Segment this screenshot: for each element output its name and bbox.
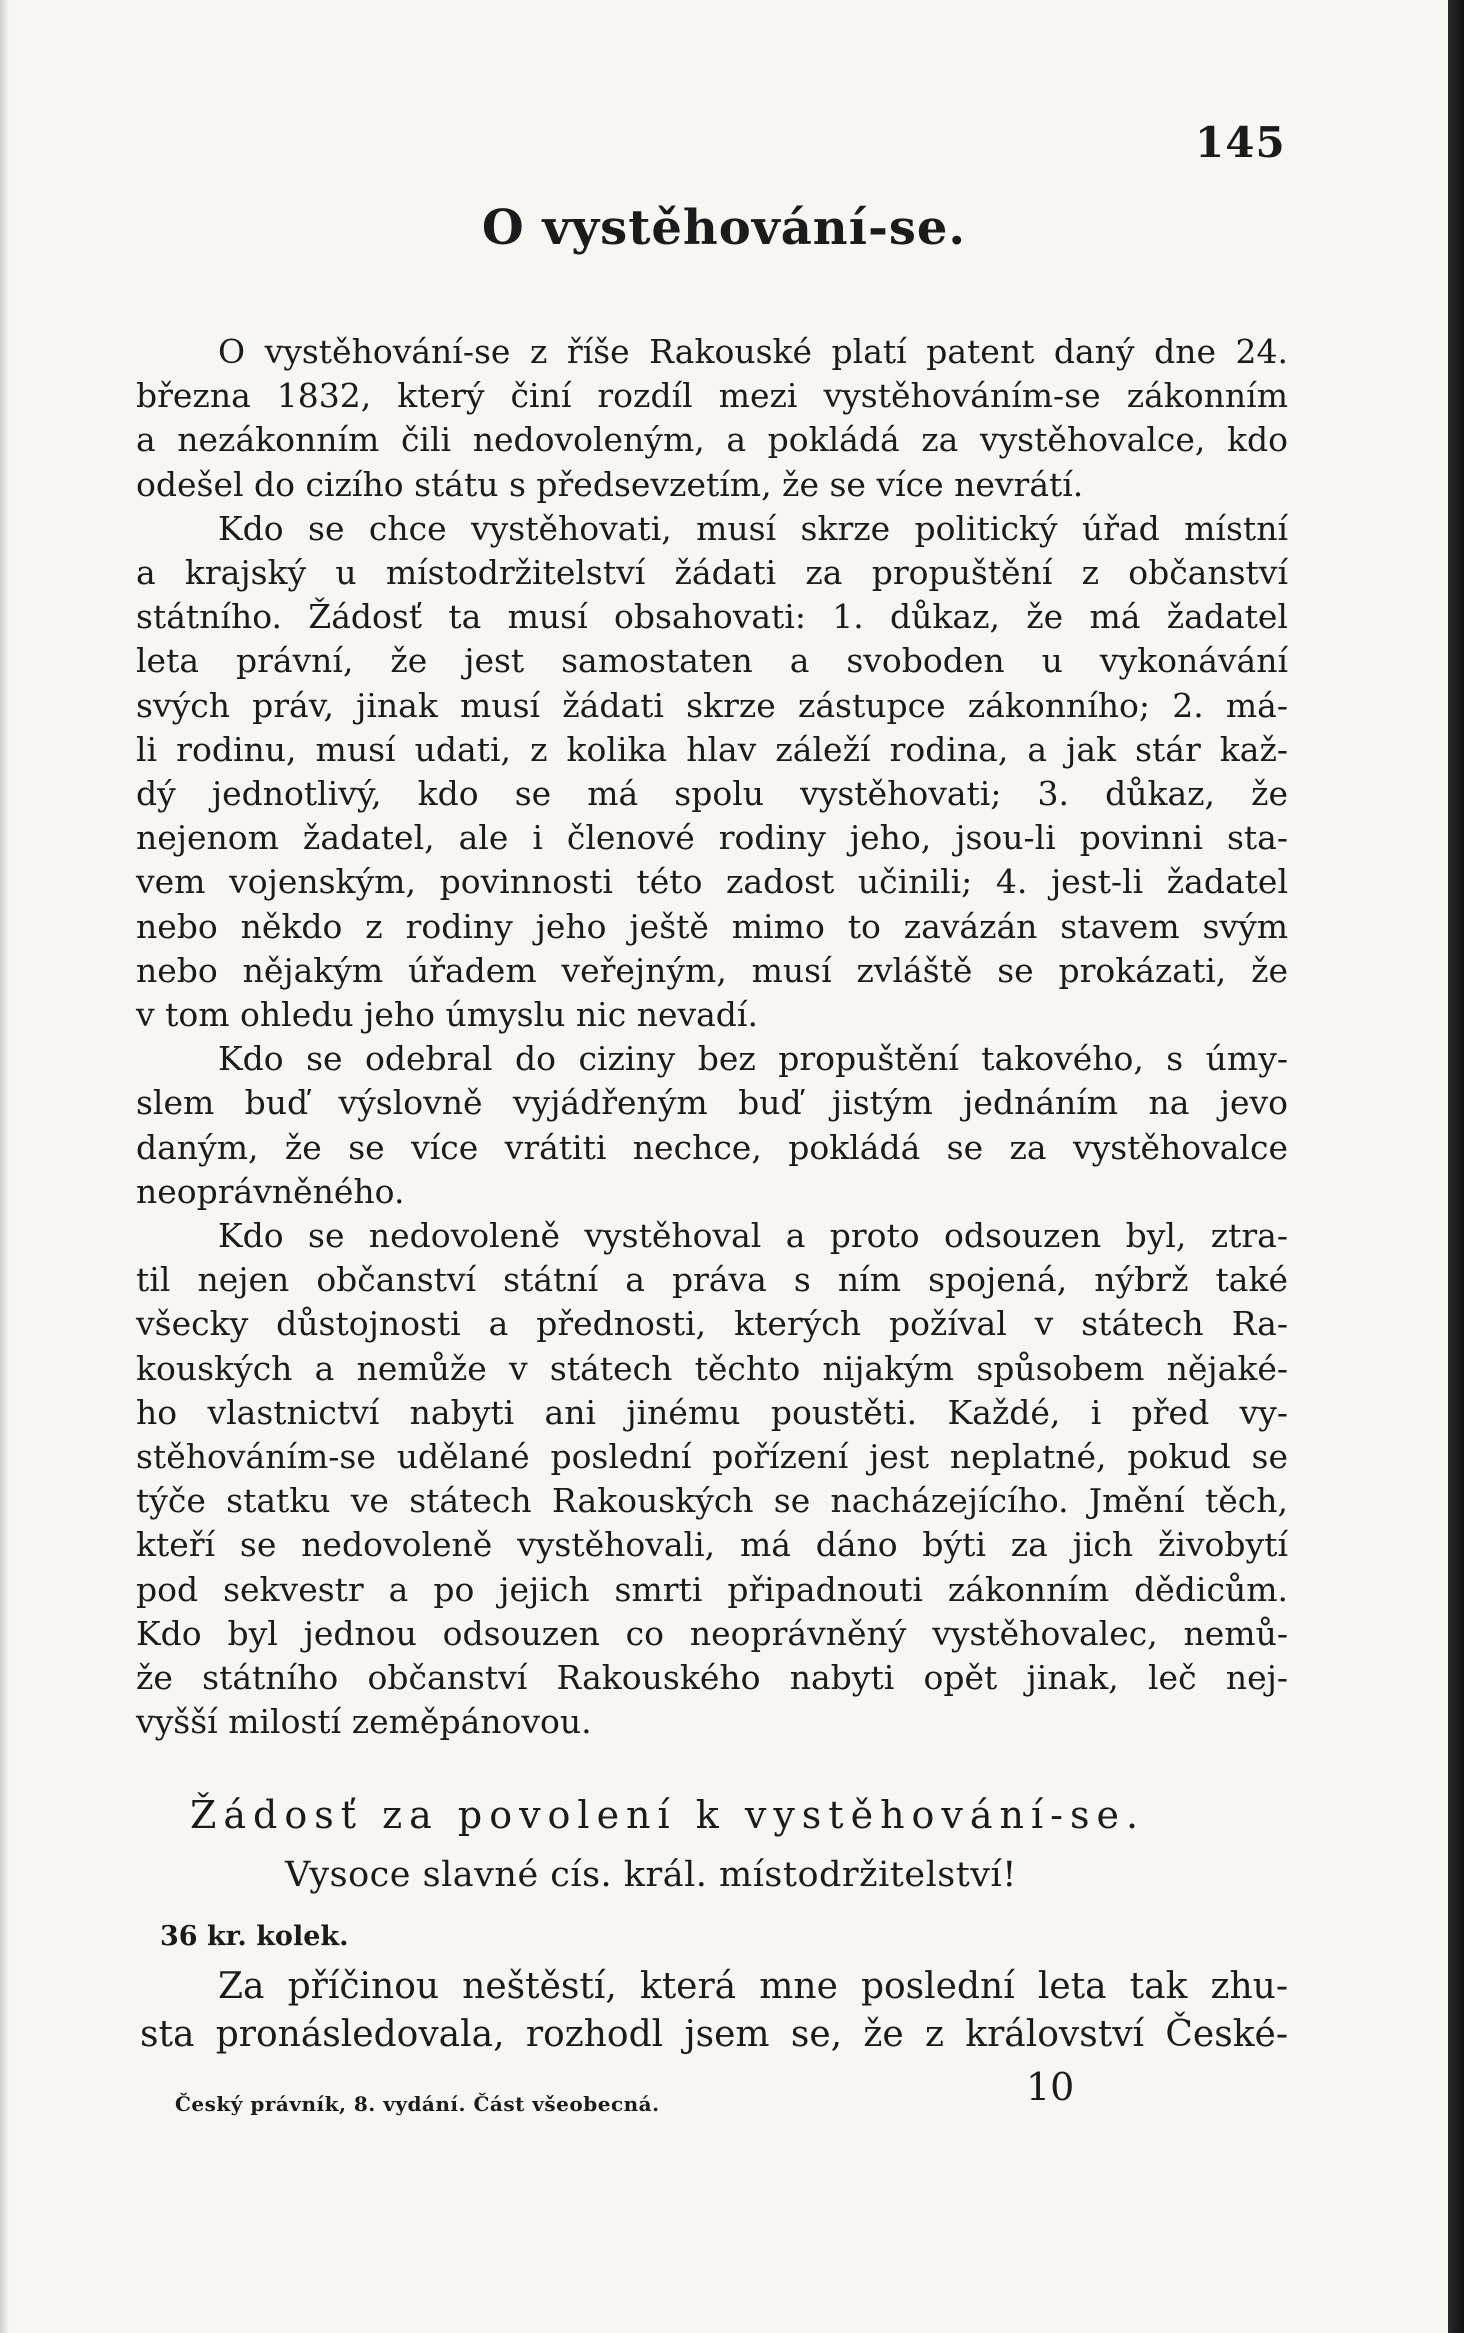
paragraph-line: a krajský u místodržitelství žádati za propuštění z občanství <box>136 553 1288 593</box>
paragraph-line: odešel do cizího státu s předsevzetím, že se více nevrátí. <box>136 464 1084 504</box>
paragraph-line: všecky důstojnosti a přednosti, kterých požíval v státech Ra- <box>136 1304 1288 1344</box>
paragraph-line: státního. Žádosť ta musí obsahovati: 1. důkaz, že má žadatel <box>136 597 1288 637</box>
paragraph-line: slem buď výslovně vyjádřeným buď jistým jednáním na jevo <box>136 1083 1288 1123</box>
section-title: O vystěhování-se. <box>481 200 967 256</box>
paragraph-line: til nejen občanství státní a práva s ním spojená, nýbrž také <box>136 1260 1288 1300</box>
paragraph-line: a nezákonním čili nedovoleným, a pokládá za vystěhovalce, kdo <box>136 420 1288 460</box>
paragraph-line: nebo někdo z rodiny jeho ještě mimo to zavázán stavem svým <box>136 906 1288 946</box>
page-spine-shadow <box>0 0 9 2333</box>
paragraph-line: Kdo se odebral do ciziny bez propuštění takového, s úmy- <box>218 1039 1288 1079</box>
paragraph-line: nejenom žadatel, ale i členové rodiny jeho, jsou-li povinni sta- <box>136 818 1288 858</box>
paragraph-line: v tom ohledu jeho úmyslu nic nevadí. <box>136 995 758 1035</box>
signature-mark: 10 <box>1026 2065 1075 2109</box>
page-number: 145 <box>1195 118 1286 167</box>
paragraph-line: li rodinu, musí udati, z kolika hlav záleží rodina, a jak stár kaž- <box>136 729 1288 769</box>
paragraph-line: leta právní, že jest samostaten a svoboden u vykonávání <box>136 641 1288 681</box>
paragraph-line: Kdo byl jednou odsouzen co neoprávněný vystěhovalec, nemů- <box>136 1613 1288 1653</box>
paragraph-line: kteří se nedovoleně vystěhovali, má dáno býti za jich živobytí <box>136 1525 1288 1565</box>
paragraph-line: Kdo se chce vystěhovati, musí skrze politický úřad místní <box>218 508 1288 548</box>
paragraph-line: týče statku ve státech Rakouských se nacházejícího. Jmění těch, <box>136 1481 1288 1521</box>
paragraph-line: nebo nějakým úřadem veřejným, musí zvláště se prokázati, že <box>136 950 1288 990</box>
paragraph-line: svých práv, jinak musí žádati skrze zástupce zákonního; 2. má- <box>136 685 1288 725</box>
paragraph-line: vem vojenským, povinnosti této zadost učinili; 4. jest-li žadatel <box>136 862 1288 902</box>
paragraph-line: neoprávněného. <box>136 1171 405 1211</box>
scan-edge <box>1448 0 1464 2333</box>
paragraph-line: stěhováním-se udělané poslední pořízení jest neplatné, pokud se <box>136 1437 1288 1477</box>
form-salutation: Vysoce slavné cís. král. místodržitelství! <box>285 1855 1017 1895</box>
paragraph-line: O vystěhování-se z říše Rakouské platí patent daný dne 24. <box>218 332 1288 371</box>
paragraph-line: vyšší milostí zeměpánovou. <box>136 1702 592 1742</box>
paragraph-line: pod sekvestr a po jejich smrti připadnouti zákonním dědicům. <box>136 1569 1288 1609</box>
paragraph-line: dý jednotlivý, kdo se má spolu vystěhovati; 3. důkaz, že <box>136 774 1288 814</box>
letter-line: sta pronásledovala, rozhodl jsem se, že z království České- <box>140 2014 1288 2055</box>
letter-text <box>140 1963 1288 2059</box>
paragraph-line: daným, že se více vrátiti nechce, pokládá se za vystěhovalce <box>136 1127 1288 1167</box>
imprint-footer: Český právník, 8. vydání. Část všeobecná. <box>175 2092 660 2116</box>
stamp-note: 36 kr. kolek. <box>160 1921 349 1952</box>
body-text <box>136 330 1288 1745</box>
letter-line: Za příčinou neštěstí, která mne poslední leta tak zhu- <box>218 1966 1288 2007</box>
paragraph-line: kouských a nemůže v státech těchto nijakým spůsobem nějaké- <box>136 1348 1288 1388</box>
paragraph-line: Kdo se nedovoleně vystěhoval a proto odsouzen byl, ztra- <box>218 1216 1288 1256</box>
paragraph-line: ho vlastnictví nabyti ani jinému poustěti. Každé, i před vy- <box>136 1392 1288 1432</box>
paragraph-line: že státního občanství Rakouského nabyti opět jinak, leč nej- <box>136 1658 1288 1698</box>
form-title: Žádosť za povolení k vystěhování-se. <box>190 1793 1146 1837</box>
paragraph-line: března 1832, který činí rozdíl mezi vystěhováním-se zákonním <box>136 376 1288 416</box>
